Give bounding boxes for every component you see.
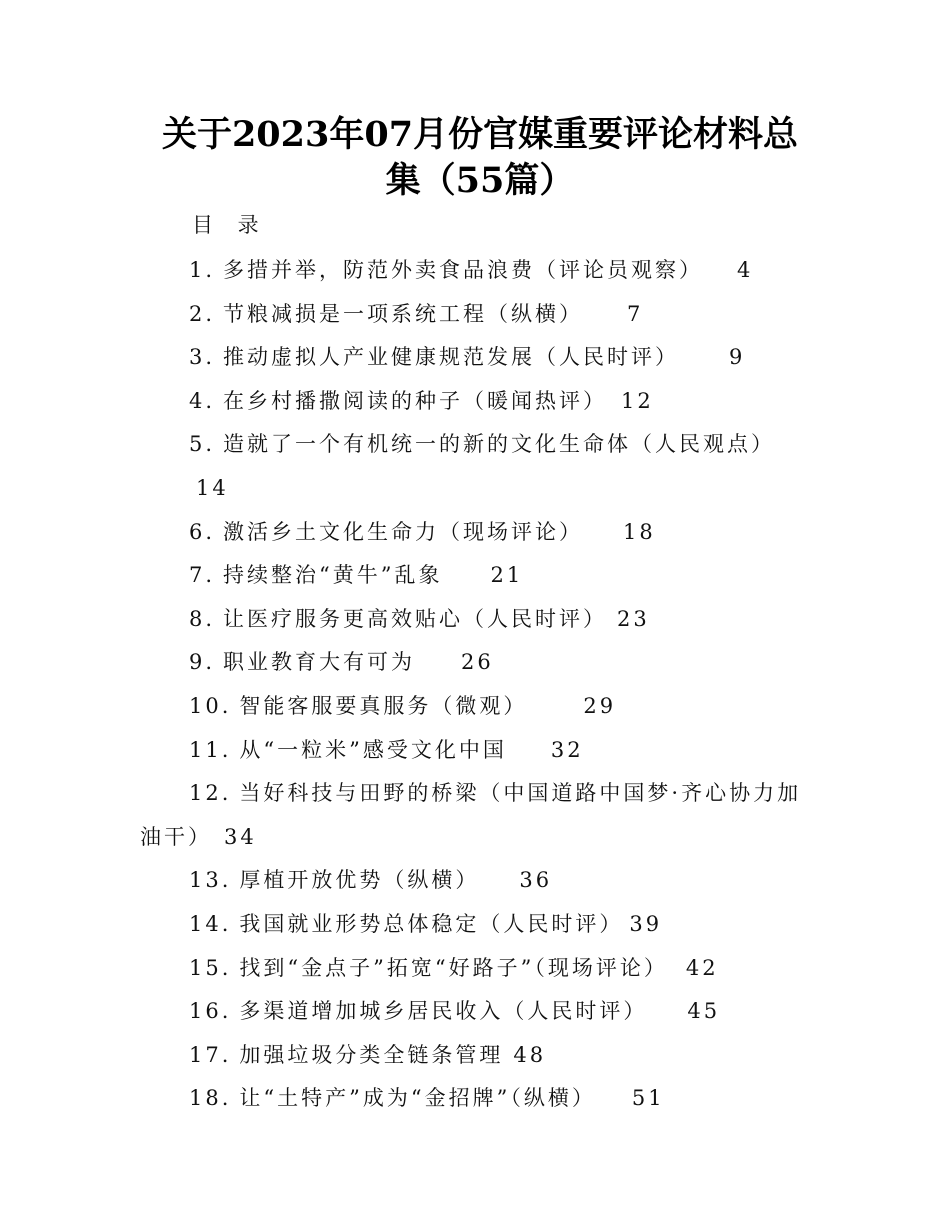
toc-entry-number: 1. <box>189 258 216 282</box>
document-title-line-2: 集（55篇） <box>385 160 575 201</box>
toc-entry-title: 当好科技与田野的桥梁（中国道路中国梦·齐心协力加油干） <box>140 781 802 849</box>
toc-entry-page: 7 <box>627 301 644 326</box>
toc-entry-page: 9 <box>729 345 746 370</box>
toc-entry-number: 3. <box>189 345 216 370</box>
toc-entry-page: 42 <box>685 955 719 980</box>
toc-entry-title: 职业教育大有可为 <box>223 650 416 675</box>
toc-entry <box>140 1034 820 1078</box>
toc-entry-page: 48 <box>513 1042 547 1067</box>
toc-entry-title: 让“土特产”成为“金招牌”（纵横） <box>239 1086 596 1111</box>
toc-entry-title: 加强垃圾分类全链条管理 <box>239 1042 504 1067</box>
toc-entry-number: 10. <box>189 693 232 718</box>
toc-entry-number: 13. <box>189 868 232 893</box>
toc-entry-number: 7. <box>189 563 216 588</box>
toc-entry-page: 12 <box>621 388 654 413</box>
toc-entry-title: 推动虚拟人产业健康规范发展（人民时评） <box>223 345 680 370</box>
toc-entry <box>140 685 820 729</box>
toc-entry-number: 9. <box>189 650 216 675</box>
toc-entry-title: 多措并举，防范外卖食品浪费（评论员观察） <box>223 258 704 282</box>
toc-entry <box>140 990 820 1034</box>
toc-entry-page: 26 <box>461 650 494 675</box>
toc-entry-title: 多渠道增加城乡居民收入（人民时评） <box>239 999 648 1024</box>
toc-entry-title: 从“一粒米”感受文化中国 <box>239 737 507 762</box>
toc-heading: 目 录 <box>192 213 268 237</box>
toc-entry-number: 5. <box>189 432 216 457</box>
toc-entry-page: 39 <box>629 911 663 936</box>
toc-entry-title: 我国就业形势总体稳定（人民时评） <box>239 911 624 936</box>
toc-entry <box>140 729 820 773</box>
toc-entry-page: 21 <box>490 563 524 588</box>
toc-entry-page: 23 <box>617 606 650 631</box>
toc-entry-title: 厚植开放优势（纵横） <box>239 868 480 893</box>
toc-entry-number: 6. <box>189 519 216 544</box>
toc-entry <box>140 380 820 424</box>
toc-entry <box>140 293 820 337</box>
toc-entry-page: 18 <box>623 519 656 544</box>
toc-entry-number: 11. <box>189 737 232 762</box>
toc-entry-page: 34 <box>224 824 257 849</box>
toc-entry-number: 2. <box>189 301 216 326</box>
toc-entry <box>140 772 820 859</box>
toc-entry-number: 14. <box>189 911 232 936</box>
toc-entry <box>140 336 820 380</box>
toc-entry-title: 智能客服要真服务（微观） <box>239 693 528 718</box>
toc-entry-page: 36 <box>519 868 553 893</box>
toc-entry-number: 15. <box>189 955 232 980</box>
toc-entry-page: 4 <box>737 258 754 282</box>
toc-entry <box>140 598 820 642</box>
toc-entry-number: 18. <box>189 1086 232 1111</box>
toc-entry <box>140 903 820 947</box>
toc-entry <box>140 511 820 555</box>
toc-entry-number: 17. <box>189 1042 232 1067</box>
toc-entry-number: 12. <box>189 781 232 806</box>
toc-entry-title: 造就了一个有机统一的新的文化生命体（人民观点） <box>223 432 776 457</box>
toc-entry-page: 14 <box>196 475 229 500</box>
toc-entry-number: 8. <box>189 606 216 631</box>
toc-entry <box>140 423 820 510</box>
toc-entry-title: 让医疗服务更高效贴心（人民时评） <box>223 606 608 631</box>
toc-entry <box>140 249 820 293</box>
toc-entry-title: 激活乡土文化生命力（现场评论） <box>223 519 584 544</box>
toc-entry-title: 持续整治“黄牛”乱象 <box>223 563 443 588</box>
toc-entry <box>140 1077 820 1121</box>
toc-entry-title: 在乡村播撒阅读的种子（暖闻热评） <box>223 388 608 413</box>
toc-entry <box>140 947 820 991</box>
table-of-contents <box>140 249 820 1121</box>
toc-entry-number: 4. <box>189 388 216 413</box>
document-title-line-1: 关于2023年07月份官媒重要评论材料总 <box>161 114 799 155</box>
toc-entry-page: 51 <box>631 1086 665 1111</box>
toc-entry-number: 16. <box>189 999 232 1024</box>
toc-entry-page: 32 <box>550 737 584 762</box>
toc-entry <box>140 641 820 685</box>
toc-entry <box>140 859 820 903</box>
toc-entry-title: 节粮减损是一项系统工程（纵横） <box>223 301 584 326</box>
toc-entry <box>140 554 820 598</box>
toc-entry-title: 找到“金点子”拓宽“好路子”（现场评论） <box>239 955 668 980</box>
toc-entry-page: 45 <box>687 999 721 1024</box>
toc-entry-page: 29 <box>583 693 617 718</box>
